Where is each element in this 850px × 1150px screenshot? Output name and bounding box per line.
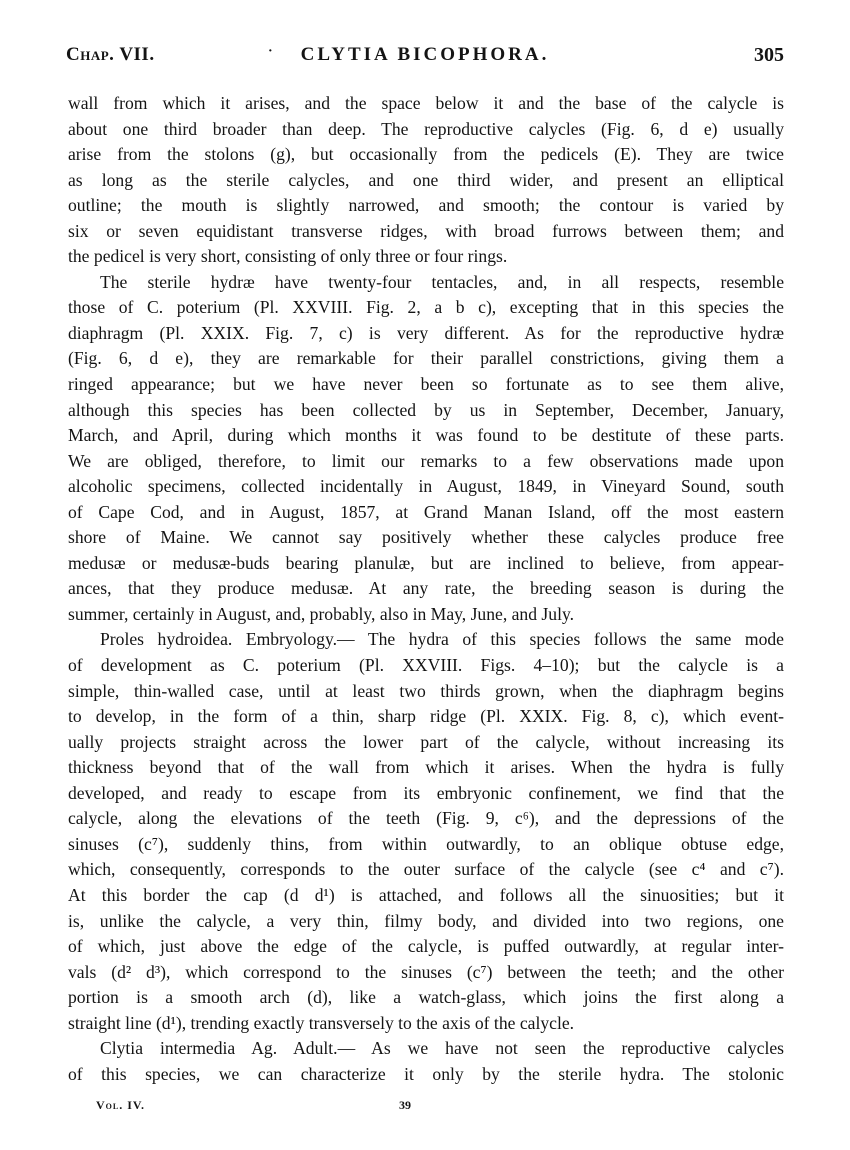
text-line: of Cape Cod, and in August, 1857, at Grand Manan Island, off the most eastern — [68, 501, 784, 522]
text-line: developed, and ready to escape from its embryonic confinement, we find that the — [68, 782, 784, 803]
text-line: diaphragm (Pl. XXIX. Fig. 7, c) is very different. As for the reproductive hydræ — [68, 322, 784, 343]
text-line: shore of Maine. We cannot say positively whether these calycles produce free — [68, 527, 784, 548]
text-line: sinuses (c⁷), suddenly thins, from within outwardly, to an oblique obtuse edge, — [68, 833, 784, 854]
signature-mark: 39 — [399, 1098, 411, 1112]
text-line: the pedicel is very short, consisting of only three or four rings. — [68, 246, 508, 267]
text-line: medusæ or medusæ-buds bearing planulæ, but are inclined to believe, from appear- — [68, 552, 784, 573]
text-line: about one third broader than deep. The reproductive calycles (Fig. 6, d e) usually — [68, 118, 784, 139]
text-line: to develop, in the form of a thin, sharp ridge (Pl. XXIX. Fig. 8, c), which event- — [68, 706, 784, 727]
text-line: vals (d² d³), which correspond to the sinuses (c⁷) between the teeth; and the other — [68, 961, 784, 982]
page-number: 305 — [754, 44, 784, 66]
page-footer — [96, 1098, 496, 1120]
text-line: summer, certainly in August, and, probably, also in May, June, and July. — [68, 603, 575, 624]
text-line: those of C. poterium (Pl. XXVIII. Fig. 2, a b c), excepting that in this species the — [68, 297, 784, 318]
header-dot: · — [268, 44, 273, 59]
chapter-label: Chap. VII. — [66, 44, 155, 65]
volume-label: Vol. IV. — [96, 1098, 146, 1112]
body-text — [68, 91, 784, 1087]
text-line: calycle, along the elevations of the teeth (Fig. 9, c⁶), and the depressions of the — [68, 808, 784, 829]
running-header — [66, 44, 784, 74]
text-line: Clytia intermedia Ag. Adult.— As we have not seen the reproductive calycles — [100, 1038, 784, 1059]
text-line: alcoholic specimens, collected incidentally in August, 1849, in Vineyard Sound, south — [68, 476, 784, 497]
text-line: At this border the cap (d d¹) is attached, and follows all the sinuosities; but it — [68, 884, 784, 905]
text-line: although this species has been collected by us in September, December, January, — [68, 399, 784, 420]
text-line: of which, just above the edge of the calycle, is puffed outwardly, at regular inter- — [68, 936, 784, 957]
text-line: six or seven equidistant transverse ridges, with broad furrows between them; and — [68, 220, 784, 241]
text-line: simple, thin-walled case, until at least two thirds grown, when the diaphragm begins — [68, 680, 784, 701]
text-line: wall from which it arises, and the space below it and the base of the calycle is — [68, 93, 784, 113]
text-line: which, consequently, corresponds to the outer surface of the calycle (see c⁴ and c⁷). — [68, 859, 784, 880]
text-line: of development as C. poterium (Pl. XXVIII. Figs. 4–10); but the calycle is a — [68, 655, 784, 676]
text-line: ances, that they produce medusæ. At any rate, the breeding season is during the — [68, 578, 784, 599]
text-line: as long as the sterile calycles, and one third wider, and present an elliptical — [68, 169, 784, 190]
text-line: straight line (d¹), trending exactly transversely to the axis of the calycle. — [68, 1012, 575, 1033]
text-line: portion is a smooth arch (d), like a watch-glass, which joins the first along a — [68, 987, 784, 1008]
text-line: (Fig. 6, d e), they are remarkable for their parallel constrictions, giving them a — [68, 348, 784, 369]
running-title: CLYTIA BICOPHORA. — [300, 44, 550, 65]
text-line: thickness beyond that of the wall from which it arises. When the hydra is fully — [68, 757, 784, 778]
text-line: is, unlike the calycle, a very thin, filmy body, and divided into two regions, one — [68, 910, 784, 931]
text-line: arise from the stolons (g), but occasionally from the pedicels (E). They are twice — [68, 144, 784, 165]
text-line: March, and April, during which months it was found to be destitute of these parts. — [68, 425, 784, 446]
text-line: of this species, we can characterize it only by the sterile hydra. The stolonic — [68, 1063, 784, 1084]
text-line: ringed appearance; but we have never been so fortunate as to see them alive, — [68, 374, 784, 395]
text-line: ually projects straight across the lower part of the calycle, without increasing its — [68, 731, 784, 752]
text-line: The sterile hydræ have twenty-four tentacles, and, in all respects, resemble — [100, 271, 784, 292]
text-line: outline; the mouth is slightly narrowed, and smooth; the contour is varied by — [68, 195, 784, 216]
text-line: We are obliged, therefore, to limit our remarks to a few observations made upon — [68, 450, 784, 471]
text-line: Proles hydroidea. Embryology.— The hydra of this species follows the same mode — [100, 629, 784, 650]
